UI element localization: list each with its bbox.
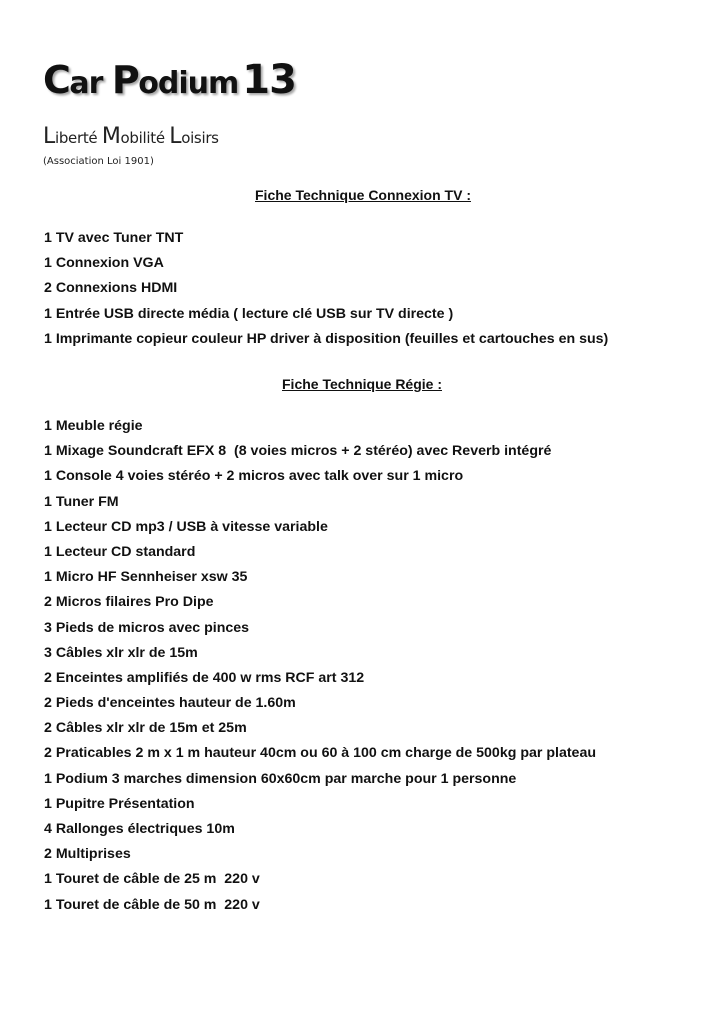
list-item: 4 Rallonges électriques 10m — [44, 821, 235, 837]
logo-number: 13 — [242, 57, 296, 103]
list-item: 1 Touret de câble de 25 m 220 v — [44, 871, 260, 888]
list-item: 1 Lecteur CD standard — [44, 543, 196, 560]
list-item: 1 Entrée USB directe média ( lecture clé USB sur TV directe ) — [44, 305, 454, 322]
section-heading-regie: Fiche Technique Régie : — [282, 376, 442, 392]
list-item: 1 Touret de câble de 50 m 220 v — [44, 896, 260, 913]
association-label: (Association Loi 1901) — [43, 156, 154, 167]
list-item: 1 Lecteur CD mp3 / USB à vitesse variable — [44, 518, 328, 535]
list-item: 1 TV avec Tuner TNT — [44, 230, 184, 246]
list-item: 2 Micros filaires Pro Dipe — [44, 594, 214, 611]
list-item: 2 Connexions HDMI — [44, 280, 178, 297]
list-item: 3 Pieds de micros avec pinces — [44, 619, 250, 636]
list-item: 1 Mixage Soundcraft EFX 8 (8 voies micros + 2 stéréo) avec Reverb intégré — [44, 443, 552, 460]
list-item: 2 Praticables 2 m x 1 m hauteur 40cm ou 60 à 100 cm charge de 500kg par plateau — [44, 745, 597, 762]
logo-subtitle: Liberté Mobilité Loisirs — [43, 124, 219, 149]
regie-equipment-list — [44, 418, 596, 922]
list-item: 1 Pupitre Présentation — [44, 795, 195, 812]
tv-equipment-list — [44, 230, 608, 356]
list-item: 2 Pieds d'enceintes hauteur de 1.60m — [44, 695, 296, 712]
logo-title: Car Podium 13 — [43, 57, 296, 103]
section-heading-tv: Fiche Technique Connexion TV : — [255, 187, 471, 203]
list-item: 2 Multiprises — [44, 846, 131, 863]
logo — [43, 57, 296, 167]
list-item: 1 Podium 3 marches dimension 60x60cm par marche pour 1 personne — [44, 770, 517, 787]
list-item: 1 Micro HF Sennheiser xsw 35 — [44, 569, 248, 586]
list-item: 1 Console 4 voies stéréo + 2 micros avec talk over sur 1 micro — [44, 468, 464, 485]
list-item: 1 Meuble régie — [44, 418, 143, 434]
list-item: 1 Connexion VGA — [44, 255, 164, 272]
list-item: 3 Câbles xlr xlr de 15m — [44, 644, 198, 661]
list-item: 1 Tuner FM — [44, 493, 119, 510]
list-item: 2 Enceintes amplifiés de 400 w rms RCF art 312 — [44, 669, 365, 686]
list-item: 1 Imprimante copieur couleur HP driver à disposition (feuilles et cartouches en sus) — [44, 330, 609, 347]
logo-title-c: C — [43, 58, 70, 102]
list-item: 2 Câbles xlr xlr de 15m et 25m — [44, 720, 247, 737]
